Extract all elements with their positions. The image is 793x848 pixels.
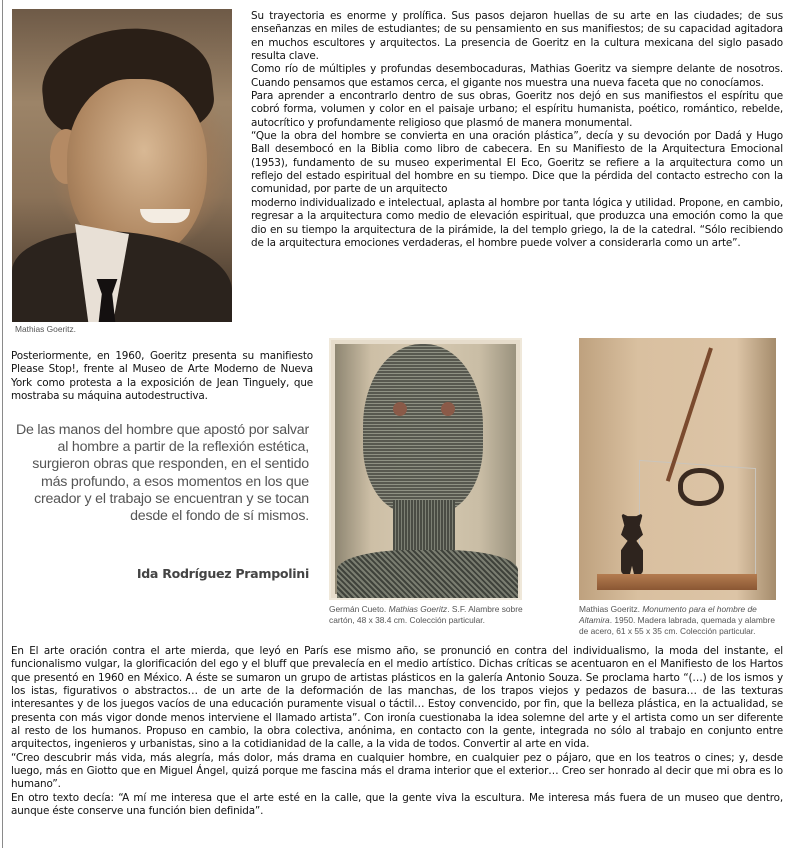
paragraph: En otro texto decía: “A mí me interesa que el arte esté en la calle, que la gente viva la escultura. Me interesa más fuera de un museo que dentro, aunque éste conserve una función bien definida”.	[11, 791, 783, 818]
paragraph: Para aprender a encontrarlo dentro de sus obras, Goeritz nos dejó en sus manifiestos el espíritu que cobró forma, volumen y color en el paisaje urbano; el espíritu humanista, poético, romántico, rebelde, autocrítico y profundamente religioso que plasmó de manera monumental.	[251, 90, 783, 129]
caption-title: Monumento para el hombre de Altamira	[579, 604, 757, 625]
closing-article-text	[11, 645, 783, 818]
artwork-image-cueto-portrait	[329, 338, 522, 600]
wire-head	[363, 344, 483, 514]
sculpture-ring	[678, 468, 724, 506]
caption-prefix: Mathias Goeritz.	[579, 604, 643, 614]
paragraph: “Creo descubrir más vida, más alegría, más dolor, más drama en cualquier hombre, en cualquier pez o pájaro, que en los teatros o cines; y, desde luego, más en Giotto que en Miguel Ángel, quizá porque me fascina más el drama interior que el exterior… Creo ser honrado al decir que mi obra es lo humano”.	[11, 751, 783, 791]
portrait-smile	[140, 209, 190, 223]
intro-article-text	[251, 10, 783, 250]
sculpture-rod	[666, 347, 713, 481]
portrait-caption: Mathias Goeritz.	[15, 324, 76, 334]
caption-prefix: Germán Cueto.	[329, 604, 389, 614]
caption-suffix: . S.F. Alambre sobre cartón, 48 x 38.4 cm. Colección particular.	[329, 604, 523, 625]
paragraph: moderno individualizado e intelectual, aplasta al hombre por tanta lógica y utilidad. Propone, en cambio, regresar a la arquitectura como medio de elevación espiritual, que produzca una emoción como la que dio en su tiempo la arquitectura de la pirámide, la del templo griego, la de la catedral. “Sólo recibiendo de la arquitectura emociones verdaderas, el hombre puede volver a considerarla como un arte”.	[251, 196, 783, 249]
paragraph: “Que la obra del hombre se convierta en una oración plástica”, decía y su devoción por Dadá y Hugo Ball desembocó en la Biblia como libro de cabecera. En su Manifiesto de la Arquitectura Emocional (1953), fundamento de su museo experimental El Eco, Goeritz se refiere a la arquitectura como un reflejo del estado espiritual del hombre en su tiempo. Dice que la pérdida del contacto estrecho con la comunidad, por parte de un arquitecto	[251, 130, 783, 196]
portrait-photo-mathias-goeritz	[12, 9, 232, 322]
wire-shoulders	[337, 550, 518, 600]
sculpture-base	[597, 574, 757, 590]
artwork-caption-altamira	[579, 604, 779, 637]
artwork-caption-cueto	[329, 604, 529, 626]
wire-eye-left	[393, 402, 407, 416]
caption-suffix: . 1950. Madera labrada, quemada y alambre de acero, 61 x 55 x 35 cm. Colección particular.	[579, 615, 775, 636]
please-stop-paragraph: Posteriormente, en 1960, Goeritz presenta su manifiesto Please Stop!, frente al Museo de Arte Moderno de Nueva York como protesta a la exposición de Jean Tinguely, que mostraba su máquina autodestructiva.	[11, 350, 313, 403]
artwork-image-altamira-monument	[579, 338, 776, 600]
paragraph: Su trayectoria es enorme y prolífica. Sus pasos dejaron huellas de su arte en las ciudades; de sus enseñanzas en miles de estudiantes; de su pensamiento en sus manifiestos; de su capacidad agitadora en muchos escultores y arquitectos. La presencia de Goeritz en la cultura mexicana del siglo pasado resulta clave.	[251, 10, 783, 63]
pull-quote-author: Ida Rodríguez Prampolini	[136, 566, 309, 581]
pull-quote: De las manos del hombre que apostó por salvar al hombre a partir de la reflexión estética, surgieron obras que responden, en el sentido más profundo, a esos momentos en los que creador y el trabajo se encuentran y se tocan desde el fondo de sí mismos.	[15, 422, 309, 525]
wire-eye-right	[441, 402, 455, 416]
caption-title: Mathias Goeritz	[388, 604, 448, 614]
page-margin-rule	[2, 0, 3, 848]
paragraph: En El arte oración contra el arte mierda, que leyó en París ese mismo año, se pronunció en contra del individualismo, la moda del instante, el funcionalismo vulgar, la glorificación del ego y el bluff que prevalecía en el medio artístico. Dichas críticas se acentuaron en el Manifiesto de los Hartos que presentó en 1960 en México. A éste se sumaron un grupo de artistas plásticos en la galería Antonio Souza. Se proclama harto “(…) de los ismos y los istas, figurativos o abstractos… de un arte de la deformación de las manchas, de los trapos viejos y pedazos de basura… de las texturas interesantes y de los juegos vacíos de una educación puramente visual o táctil… Estoy convencido, por fin, que la belleza plástica, en la actualidad, se presenta con más vigor donde menos interviene el llamado artista”. Con ironía cuestionaba la idea solemne del arte y el artista como un ser diferente al resto de los humanos. Propuso en cambio, la obra colectiva, anónima, en contacto con la gente, integrada no sólo al trabajo en conjunto entre arquitectos, ingenieros y urbanistas, sino a la cotidianidad de la calle, a la vida de todos. Convertir al arte en vida.	[11, 645, 783, 751]
paragraph: Como río de múltiples y profundas desembocaduras, Mathias Goeritz va siempre delante de nosotros. Cuando pensamos que estamos cerca, el gigante nos muestra una nueva faceta que no conocíamos.	[251, 63, 783, 89]
